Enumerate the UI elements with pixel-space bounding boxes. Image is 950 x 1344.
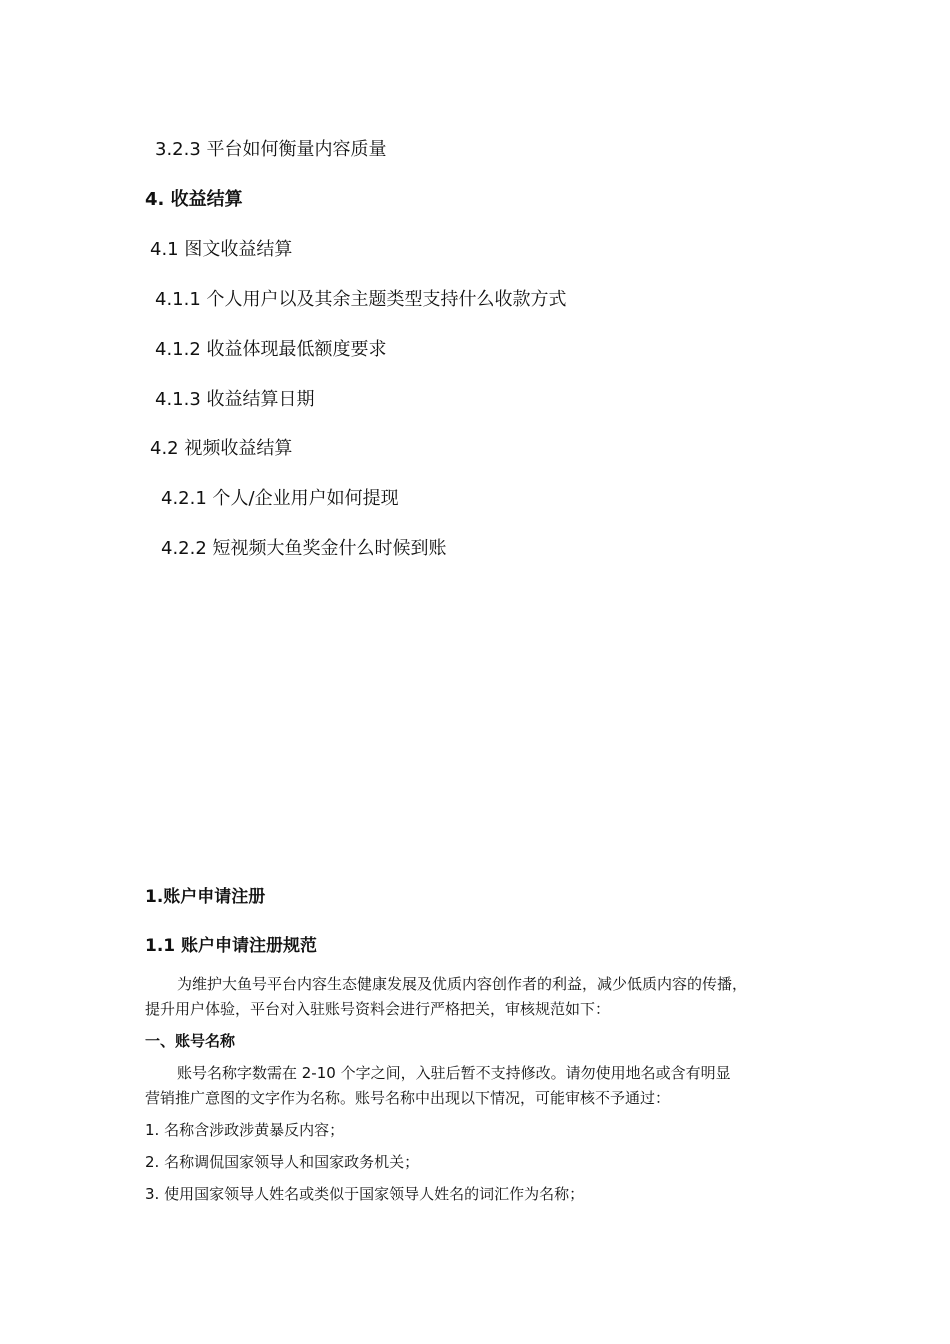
rule-paragraph-line-1: 账号名称字数需在 2-10 个字之间，入驻后暂不支持修改。请勿使用地名或含有明显 — [177, 1064, 731, 1082]
rule-paragraph-line-2: 营销推广意图的文字作为名称。账号名称中出现以下情况，可能审核不予通过： — [145, 1089, 671, 1107]
toc-item-4-1: 4.1 图文收益结算 — [150, 239, 293, 260]
toc-item-4-1-1: 4.1.1 个人用户以及其余主题类型支持什么收款方式 — [155, 289, 567, 310]
intro-paragraph-line-2: 提升用户体验，平台对入驻账号资料会进行严格把关，审核规范如下： — [145, 1000, 611, 1018]
section-heading-1-1: 1.1 账户申请注册规范 — [145, 936, 318, 956]
toc-item-4-1-3: 4.1.3 收益结算日期 — [155, 389, 315, 410]
list-item: 2. 名称调侃国家领导人和国家政务机关； — [145, 1153, 420, 1171]
section-heading-1: 1.账户申请注册 — [145, 887, 266, 907]
toc-item-4: 4. 收益结算 — [145, 189, 243, 210]
toc-item-4-2: 4.2 视频收益结算 — [150, 438, 293, 459]
list-item: 3. 使用国家领导人姓名或类似于国家领导人姓名的词汇作为名称； — [145, 1185, 585, 1203]
toc-item-4-1-2: 4.1.2 收益体现最低额度要求 — [155, 339, 387, 360]
toc-item-4-2-1: 4.2.1 个人/企业用户如何提现 — [161, 488, 399, 509]
sub-heading-account-name: 一、账号名称 — [145, 1032, 236, 1050]
intro-paragraph-line-1: 为维护大鱼号平台内容生态健康发展及优质内容创作者的利益，减少低质内容的传播， — [177, 975, 748, 993]
toc-item-4-2-2: 4.2.2 短视频大鱼奖金什么时候到账 — [161, 538, 447, 559]
toc-item-3-2-3: 3.2.3 平台如何衡量内容质量 — [155, 139, 387, 160]
list-item: 1. 名称含涉政涉黄暴反内容； — [145, 1121, 345, 1139]
